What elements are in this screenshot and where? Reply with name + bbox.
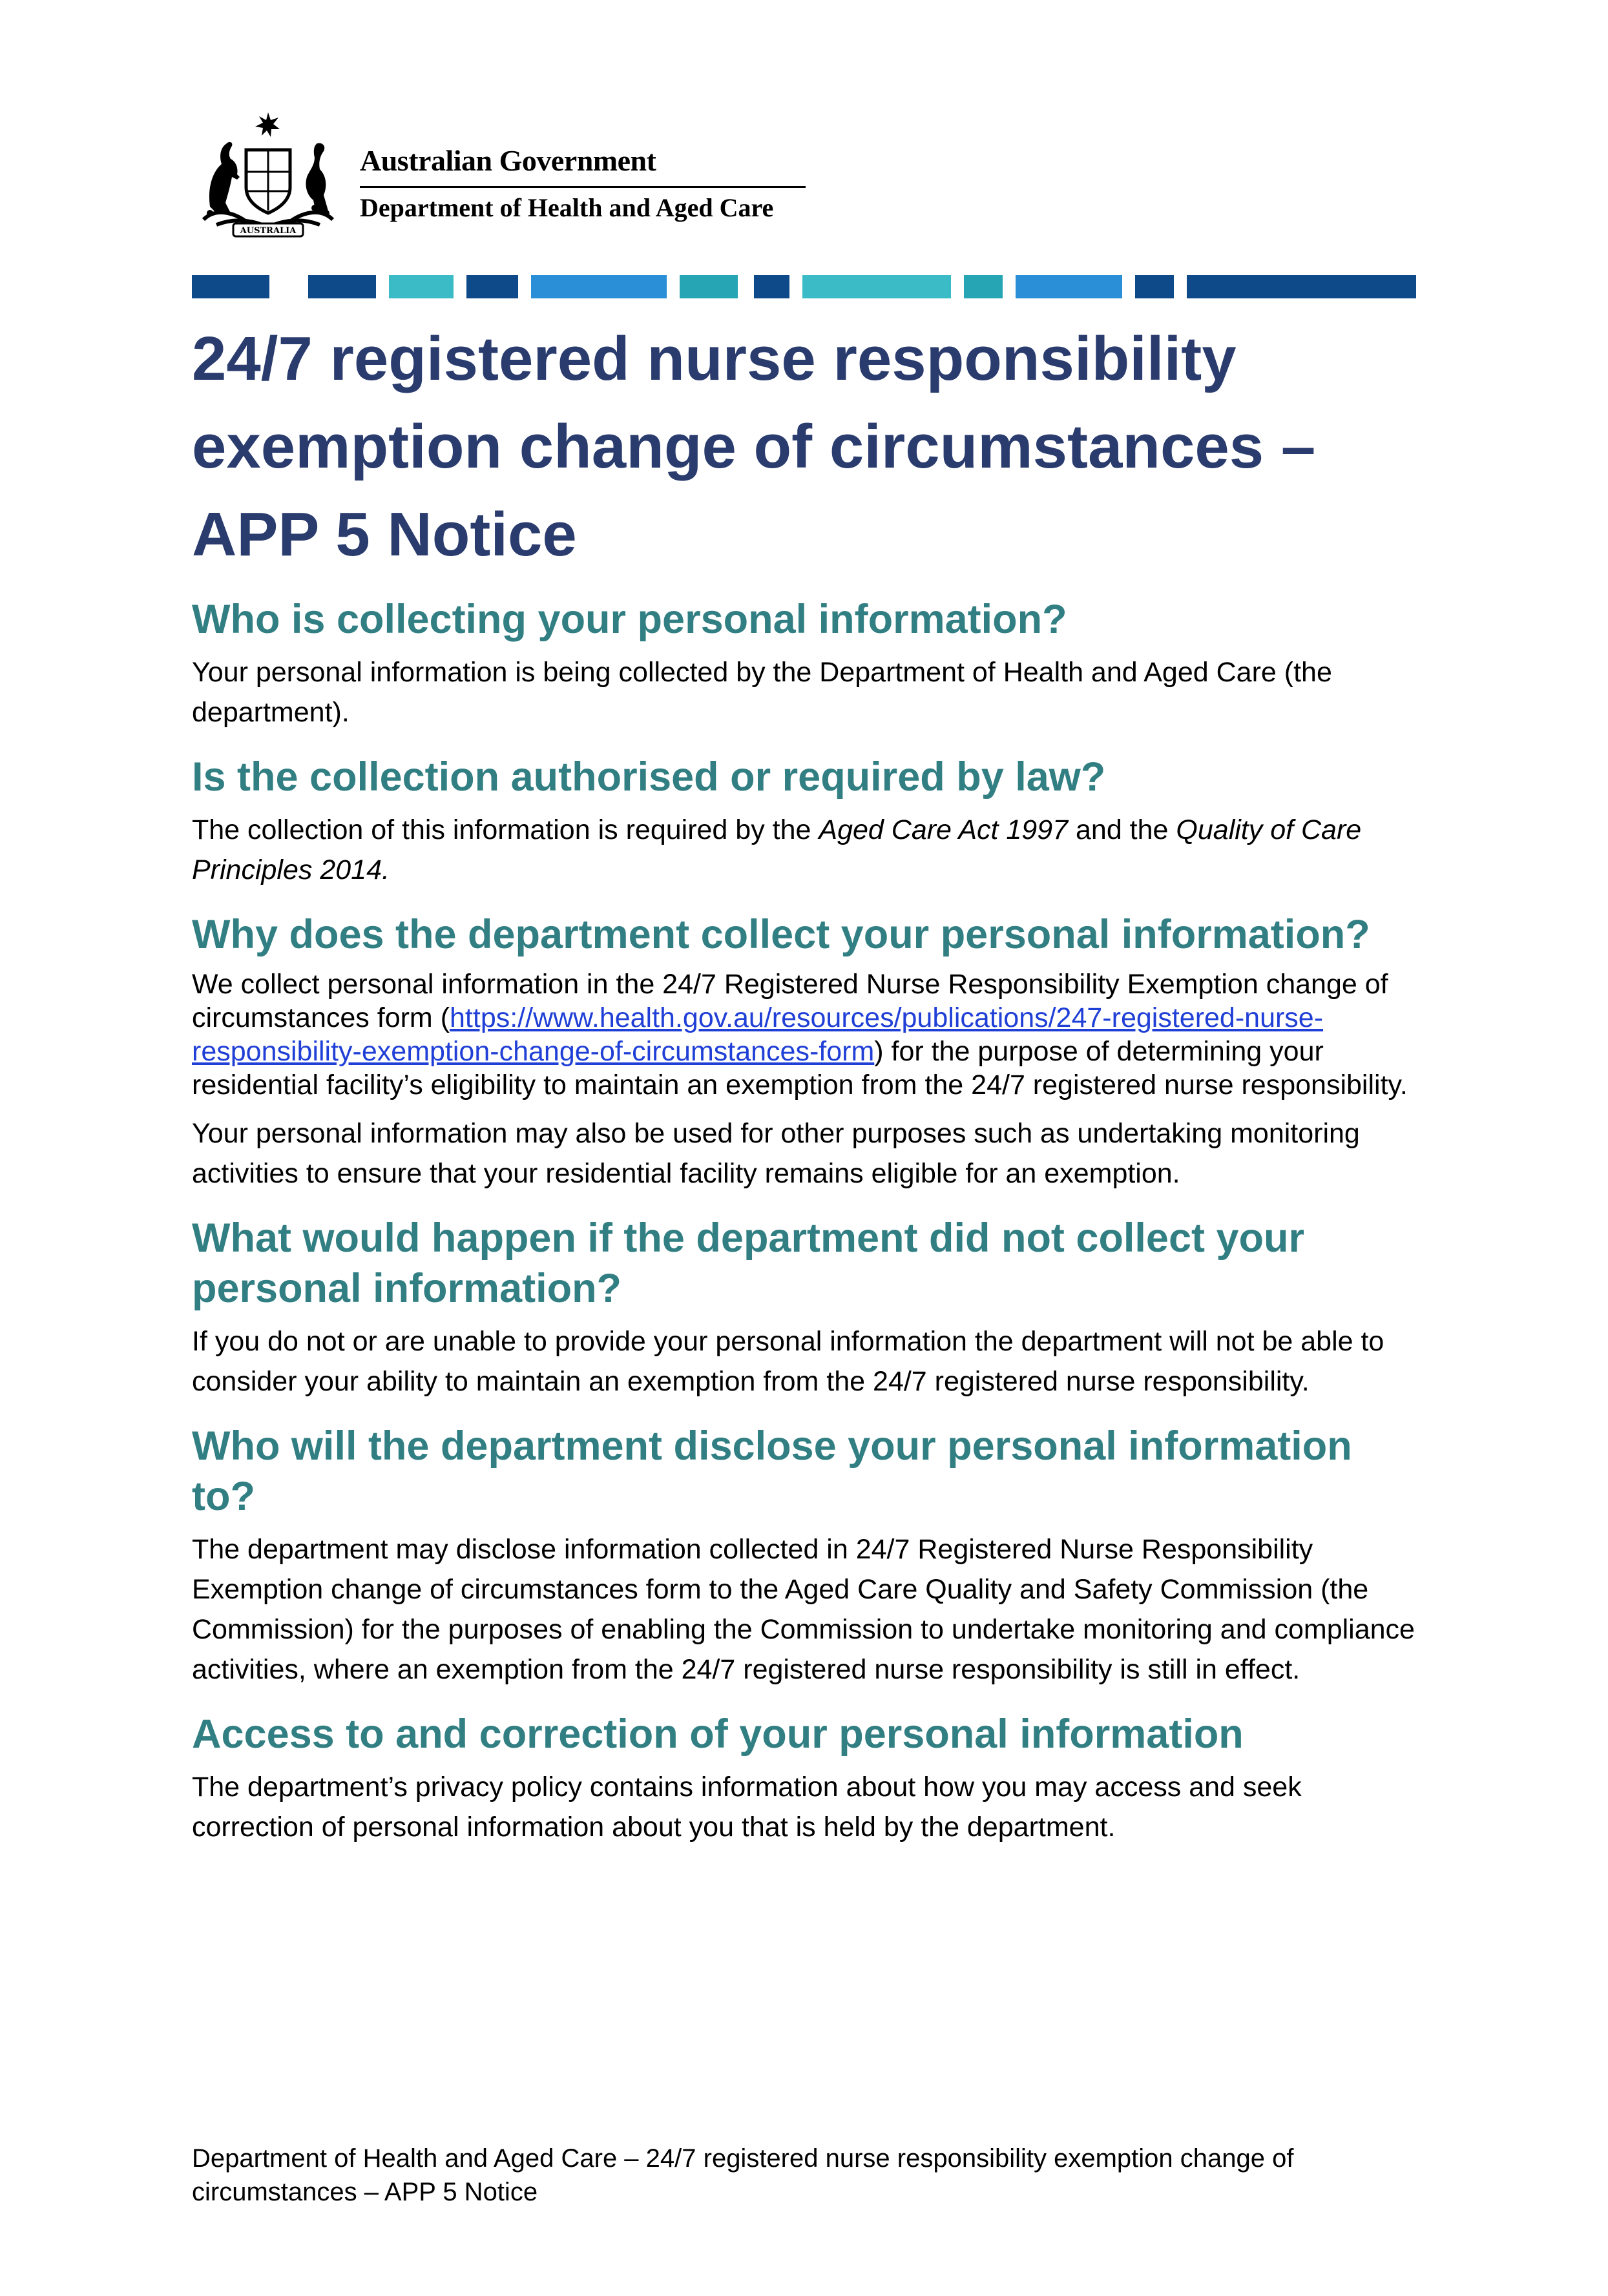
coat-of-arms-icon <box>191 110 346 239</box>
section-paragraph <box>192 967 1419 1102</box>
paragraph-text: The collection of this information is required by the <box>192 814 819 845</box>
page-title: 24/7 registered nurse responsibility exemption change of circumstances – APP 5 Notice <box>192 324 1316 569</box>
department-name: Department of Health and Aged Care <box>360 193 774 222</box>
logo-divider <box>360 186 806 188</box>
section-heading: Why does the department collect your personal information? <box>192 912 1370 957</box>
paragraph-text: We collect personal information in the 24/7 Registered Nurse Responsibility Exemption change of circumstances form ( <box>192 969 1388 1033</box>
act-name: Aged Care Act 1997 <box>819 814 1069 845</box>
section-paragraph <box>192 810 1419 890</box>
paragraph-text: ) for the purpose of determining your residential facility’s eligibility to maintain an exemption from the 24/7 registered nurse responsibility. <box>192 1036 1408 1101</box>
section-heading: Who will the department disclose your personal information to? <box>192 1423 1352 1519</box>
government-logo <box>191 110 811 239</box>
section-paragraph: Your personal information may also be used for other purposes such as undertaking monitoring activities to ensure that your residential facility remains eligible for an exemption. <box>192 1118 1360 1189</box>
section-heading: Who is collecting your personal information? <box>192 597 1067 642</box>
section-paragraph: The department may disclose information collected in 24/7 Registered Nurse Responsibility Exemption change of circumstances form to the Aged Care Quality and Safety Commission (the Commission) for the purposes of enabling the Commission to undertake monitoring and compliance activities, where an exemption from the 24/7 registered nurse responsibility is still in effect. <box>192 1534 1415 1685</box>
principles-name: Quality of Care Principles 2014. <box>192 814 1362 885</box>
section-paragraph: Your personal information is being collected by the Department of Health and Aged Care (the department). <box>192 657 1332 728</box>
government-name: Australian Government <box>360 144 656 177</box>
decorative-color-bar <box>192 275 1416 298</box>
section-paragraph: If you do not or are unable to provide your personal information the department will not be able to consider your ability to maintain an exemption from the 24/7 registered nurse responsibility. <box>192 1326 1384 1397</box>
form-link[interactable]: https://www.health.gov.au/resources/publications/247-registered-nurse-responsibility-exemption-change-of-circumstances-form <box>192 1002 1324 1067</box>
section-paragraph: The department’s privacy policy contains information about how you may access and seek correction of personal information about you that is held by the department. <box>192 1772 1302 1843</box>
crest-scroll-text: AUSTRALIA <box>240 226 297 236</box>
section-heading: What would happen if the department did not collect your personal information? <box>192 1215 1305 1311</box>
document-body <box>192 594 1419 1847</box>
paragraph-text: and the <box>1068 814 1176 845</box>
section-heading: Access to and correction of your personal information <box>192 1712 1244 1757</box>
page-footer: Department of Health and Aged Care – 24/7 registered nurse responsibility exemption change of circumstances – APP 5 Notice <box>192 2144 1294 2206</box>
section-heading: Is the collection authorised or required by law? <box>192 754 1106 800</box>
